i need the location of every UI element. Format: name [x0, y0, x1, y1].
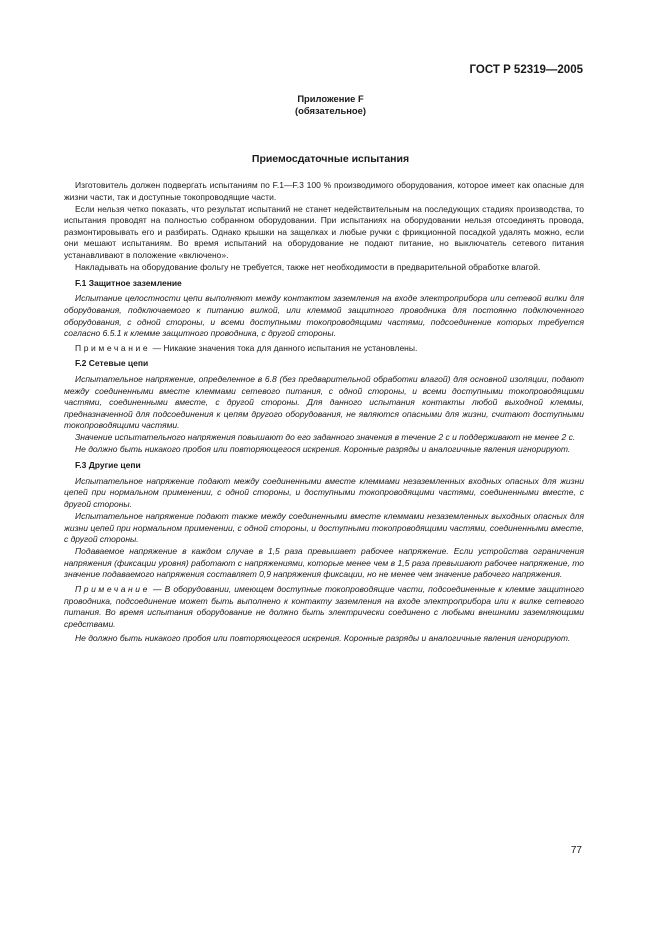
- note-text: — В оборудовании, имеющем доступные токопроводящие части, подсоединенные к клемме защитного проводника, подсоединение может быть выполнено к контакту заземления на входе электроприбора или к вилке сетевого питания. Во время испытания оборудование не должно быть электрически соединено с любыми внешними заземляющими средствами.: [64, 584, 584, 629]
- f3-paragraph: Испытательное напряжение подают также между соединенными вместе клеммами незаземленных выходных опасных для жизни цепей при нормальном применении, с одной стороны, и доступными токопроводящими частями, соединенными вместе, с другой стороны.: [64, 510, 584, 545]
- f3-note: [64, 584, 584, 630]
- document-body: [64, 180, 584, 645]
- standard-number: ГОСТ Р 52319—2005: [469, 64, 583, 76]
- appendix-heading: [0, 93, 661, 117]
- f3-final-paragraph: Не должно быть никакого пробоя или повторяющегося искрения. Коронные разряды и аналогичные явления игнорируют.: [75, 633, 571, 644]
- intro-paragraph: Если нельзя четко показать, что результат испытаний не станет недействительным на последующих стадиях производства, то испытания проводят на полностью собранном оборудовании. При испытаниях на оборудовании нельзя отсоединять провода, размонтировывать его и разбирать. Однако крышки на защелках и любые ручки с фрикционной посадкой удалять можно, если они мешают испытаниям. Во время испытаний на оборудование не подают питание, но выключатель сетевого питания устанавливают в положение «включено».: [64, 203, 584, 261]
- note-label: Примечание: [75, 342, 151, 353]
- section-heading-f1: F.1 Защитное заземление: [75, 277, 182, 288]
- f1-note: [64, 343, 584, 355]
- note-label: Примечание: [75, 584, 150, 594]
- intro-paragraph: Накладывать на оборудование фольгу не требуется, также нет необходимости в предварительной обработке влагой.: [75, 262, 541, 273]
- section-heading-f3: F.3 Другие цепи: [75, 460, 141, 471]
- f3-paragraph: Испытательное напряжение подают между соединенными вместе клеммами незаземленных входных опасных для жизни цепей при нормальном применении, с одной стороны, и доступными токопроводящими частями, соединенными вместе, с другой стороны.: [64, 475, 584, 509]
- page-number: 77: [570, 845, 582, 856]
- note-text: — Никакие значения тока для данного испытания не установлены.: [150, 342, 418, 353]
- f3-paragraph: Подаваемое напряжение в каждом случае в 1,5 раза превышает рабочее напряжение. Если устройства ограничения напряжения (фиксации уровня) работают с напряжениями, которые менее чем в 1,5 раза превышают рабочее напряжение, то значение подаваемого напряжения составляет 0,9 напряжения фиксации, но не менее чем значение рабочего напряжения.: [64, 546, 584, 580]
- f2-paragraph: Значение испытательного напряжения повышают до его заданного значения в течение 2 с и поддерживают не менее 2 с.: [75, 432, 576, 443]
- section-heading-f2: F.2 Сетевые цепи: [75, 358, 149, 369]
- intro-paragraph: Изготовитель должен подвергать испытаниям по F.1—F.3 100 % производимого оборудования, которое имеет как опасные для жизни части, так и доступные токопроводящие части.: [64, 180, 584, 202]
- appendix-title: Приложение F: [297, 93, 364, 104]
- section-title: Приемосдаточные испытания: [251, 153, 410, 165]
- f1-paragraph: Испытание целостности цепи выполняют между контактом заземления на входе электроприбора или сетевой вилки для оборудования, подключаемого к питанию вилкой, или клеммой защитного проводника для постоянно подключенного оборудования, с одной стороны, и всеми доступными токопроводящими частями, подсоединение которых требуется согласно 6.5.1 к клемме защитного проводника, с другой стороны.: [64, 293, 584, 339]
- f2-paragraph: Не должно быть никакого пробоя или повторяющегося искрения. Коронные разряды и аналогичные явления игнорируют.: [75, 444, 571, 455]
- appendix-status: (обязательное): [295, 105, 366, 116]
- f2-paragraph: Испытательное напряжение, определенное в 6.8 (без предварительной обработки влагой) для основной изоляции, подают между соединенными вместе клеммами сетевого питания, с одной стороны, и всеми доступными токопроводящими частями, соединенными вместе, с другой стороны. Для данного испытания контакты любой выходной клеммы, предназначенной для подсоединения к цепям другого оборудования, не являются опасными для жизни, считают доступными токопроводящими частями.: [64, 373, 584, 431]
